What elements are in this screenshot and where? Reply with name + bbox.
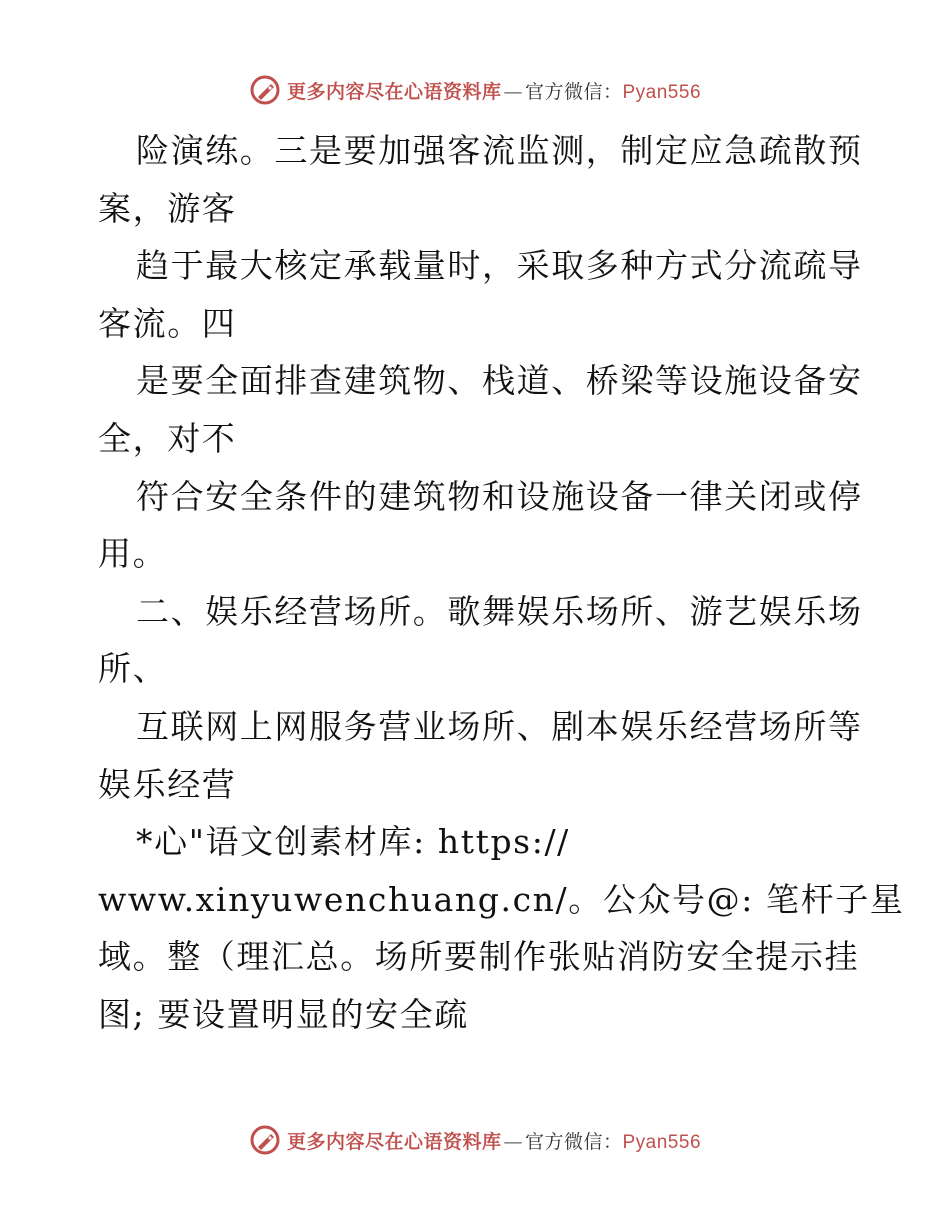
body-line: 客流。四 bbox=[98, 303, 237, 343]
footer-banner-text bbox=[287, 1127, 701, 1154]
body-line: *心"语文创素材库: https:// bbox=[136, 822, 570, 862]
header-brand-text: 更多内容尽在心语资料库 bbox=[286, 80, 502, 103]
body-line: 全，对不 bbox=[98, 418, 237, 458]
pen-nib-logo-icon bbox=[249, 74, 281, 106]
header-banner-text bbox=[287, 77, 701, 104]
header-banner bbox=[0, 70, 950, 110]
body-line: 图; 要设置明显的安全疏 bbox=[98, 994, 469, 1034]
footer-wechat-label: 官方微信： bbox=[524, 1130, 623, 1153]
document-body bbox=[98, 122, 905, 1044]
footer-wechat-id: Pyan556 bbox=[622, 1131, 702, 1153]
body-line: 用。 bbox=[98, 534, 168, 574]
body-line: 案，游客 bbox=[98, 188, 237, 228]
header-wechat-id: Pyan556 bbox=[622, 81, 702, 103]
body-line: 所、 bbox=[98, 649, 168, 689]
body-line: 趋于最大核定承载量时，采取多种方式分流疏导 bbox=[136, 246, 863, 286]
header-wechat-label: 官方微信： bbox=[524, 80, 623, 103]
body-line: 是要全面排查建筑物、栈道、桥梁等设施设备安 bbox=[136, 361, 863, 401]
footer-banner bbox=[0, 1120, 950, 1160]
body-line: 互联网上网服务营业场所、剧本娱乐经营场所等 bbox=[136, 706, 863, 746]
body-line: 符合安全条件的建筑物和设施设备一律关闭或停 bbox=[136, 476, 863, 516]
footer-dash: — bbox=[503, 1130, 523, 1153]
header-dash: — bbox=[503, 80, 523, 103]
pen-nib-logo-icon bbox=[249, 1124, 281, 1156]
body-line: 娱乐经营 bbox=[98, 764, 237, 804]
body-line: 险演练。三是要加强客流监测，制定应急疏散预 bbox=[136, 131, 863, 170]
body-line: www.xinyuwenchuang.cn/。公众号@: 笔杆子星 bbox=[98, 879, 905, 919]
body-line: 二、娱乐经营场所。歌舞娱乐场所、游艺娱乐场 bbox=[136, 591, 863, 631]
footer-brand-text: 更多内容尽在心语资料库 bbox=[286, 1130, 502, 1153]
body-line: 域。整（理汇总。场所要制作张贴消防安全提示挂 bbox=[98, 937, 860, 977]
